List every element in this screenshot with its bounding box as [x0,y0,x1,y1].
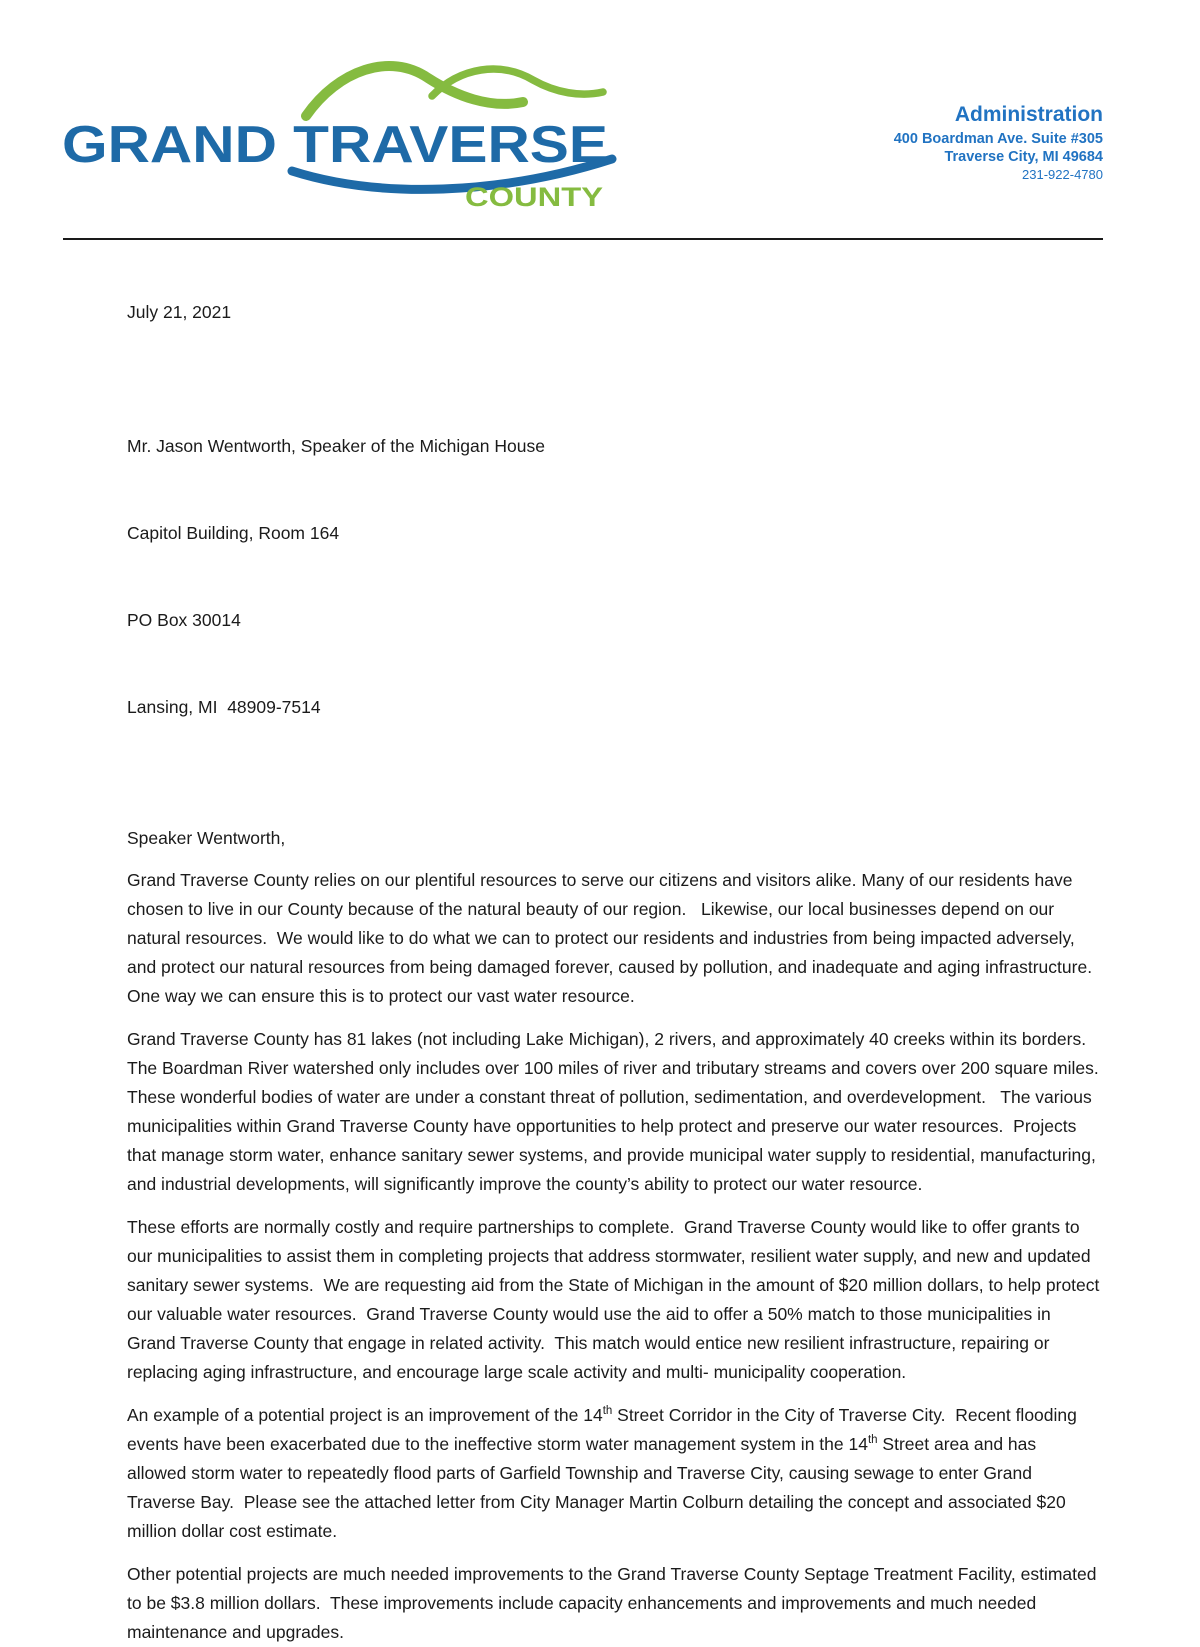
recipient-line-4: Lansing, MI 48909-7514 [127,697,321,717]
letter-body [127,298,1109,1647]
ordinal-superscript: th [602,1405,613,1418]
paragraph-4-segment: An example of a potential project is an improvement of the 14 [127,1405,603,1425]
paragraph-4-segment: Street Corridor in the City of Traverse City. Recent flooding events have been exacerbated due to the ineffective storm water management system in the 14 [127,1405,1082,1454]
recipient-line-2: Capitol Building, Room 164 [127,523,340,543]
salutation: Speaker Wentworth, [127,828,286,848]
paragraph-5: Other potential projects are much needed improvements to the Grand Traverse County Septage Treatment Facility, estimated to be $3.8 million dollars. These improvements include capacity enhancements and improvements and much needed maintenance and upgrades. [127,1564,1102,1642]
paragraph-1: Grand Traverse County relies on our plentiful resources to serve our citizens and visitors alike. Many of our residents have chosen to live in our County because of the natural beauty of our region. Likewise, our local businesses depend on our natural resources. We would like to do what we can to protect our residents and industries from being impacted adversely, and protect our natural resources from being damaged forever, caused by pollution, and inadequate and aging infrastructure. One way we can ensure this is to protect our vast water resource. [127,870,1107,1006]
letterhead [0,0,1200,214]
recipient-line-3: PO Box 30014 [127,610,241,630]
logo-county-text: COUNTY [465,182,603,212]
ordinal-superscript: th [867,1434,878,1447]
office-title: Administration [954,103,1103,126]
office-address-line2: Traverse City, MI 49684 [944,149,1103,166]
office-address-line1: 400 Boardman Ave. Suite #305 [893,131,1103,148]
paragraph-4 [127,1401,1100,1546]
recipient-address [127,374,1100,780]
recipient-line-1: Mr. Jason Wentworth, Speaker of the Michigan House [127,436,545,456]
header-divider [63,238,1103,240]
office-info [894,102,1103,183]
office-phone: 231-922-4780 [1022,166,1103,182]
county-logo-graphic [60,52,618,214]
letter-date: July 21, 2021 [127,302,232,322]
logo-primary-text: GRAND TRAVERSE [62,116,608,174]
paragraph-3: These efforts are normally costly and require partnerships to complete. Grand Traverse County would like to offer grants to our municipalities to assist them in completing projects that address stormwater, resilient water supply, and new and updated sanitary sewer systems. We are requesting aid from the State of Michigan in the amount of $20 million dollars, to help protect our valuable water resources. Grand Traverse County would use the aid to offer a 50% match to those municipalities in Grand Traverse County that engage in related activity. This match would entice new resilient infrastructure, repairing or replacing aging infrastructure, and encourage large scale activity and multi- municipality cooperation. [127,1217,1105,1382]
paragraph-4-segment: Street area and has allowed storm water to repeatedly flood parts of Garfield Township and Traverse City, causing sewage to enter Grand Traverse Bay. Please see the attached letter from City Manager Martin Colburn detailing the concept and associated $20 million dollar cost estimate. [127,1434,1071,1541]
paragraph-2: Grand Traverse County has 81 lakes (not including Lake Michigan), 2 rivers, and approximately 40 creeks within its borders. The Boardman River watershed only includes over 100 miles of river and tributary streams and covers over 200 square miles. These wonderful bodies of water are under a constant threat of pollution, sedimentation, and overdevelopment. The various municipalities within Grand Traverse County have opportunities to help protect and preserve our water resources. Projects that manage storm water, enhance sanitary sewer systems, and provide municipal water supply to residential, manufacturing, and industrial developments, will significantly improve the county’s ability to protect our water resource. [127,1029,1109,1194]
hills-icon [306,66,603,116]
county-logo [60,52,618,214]
